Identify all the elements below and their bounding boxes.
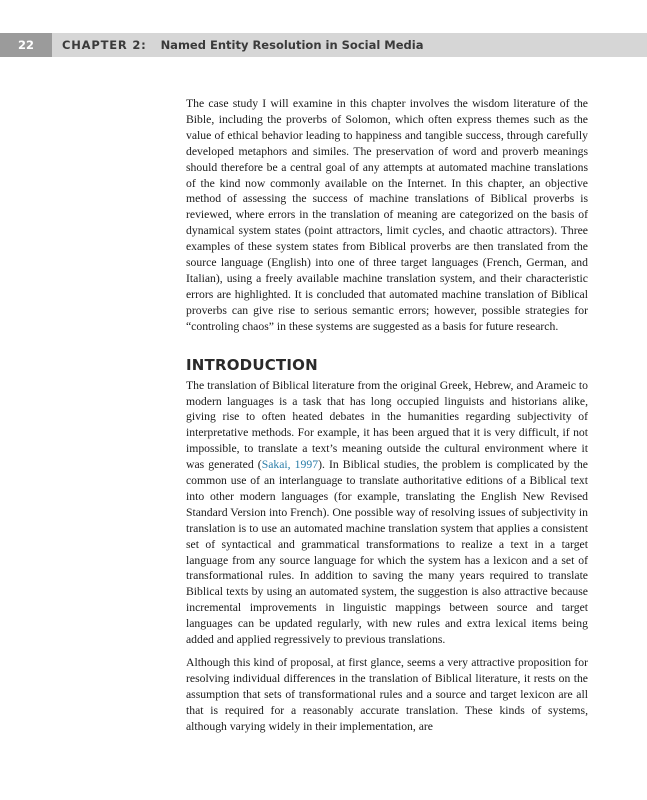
chapter-label: CHAPTER 2: (62, 38, 147, 52)
introduction-heading: INTRODUCTION (186, 355, 318, 374)
chapter-title: Named Entity Resolution in Social Media (160, 38, 424, 52)
page-content (186, 96, 588, 735)
intro-text-after-citation: ). In Biblical studies, the problem is complicated by the common use of an interlanguage to translate authoritative editions of a Biblical text into other modern languages (for example, translating the English New Revised Standard Version into French). One possible way of resolving issues of subjectivity in translation is to use an automated machine translation system that applies a consistent set of syntactical and grammatical transformations to realize a text in a target language from any source language for which the system has a lexicon and a set of transformational rules. In addition to saving the many years required to translate Biblical texts by using an automated system, the suggestion is also attractive because incremental improvements in linguistic mappings between source and target languages can be updated regularly, with new rules and extra lexical items being added and applied regressively to previous translations. (186, 458, 588, 647)
running-header (0, 33, 647, 57)
introduction-paragraph-1 (186, 378, 588, 648)
intro-text-before-citation: The translation of Biblical literature from the original Greek, Hebrew, and Arameic to modern languages is a task that has long occupied linguists and historians alike, giving rise to often heated debates in the humanities regarding subjectivity of interpretative methods. For example, it has been argued that it is very difficult, if not impossible, to translate a text’s meaning outside the cultural environment where it was generated ( (186, 378, 588, 472)
page-number: 22 (0, 33, 52, 57)
citation-link-sakai-1997[interactable]: Sakai, 1997 (261, 458, 319, 472)
introduction-paragraph-2: Although this kind of proposal, at first glance, seems a very attractive proposition for resolving individual differences in the translation of Biblical literature, it rests on the assumption that sets of transformational rules and a source and target lexicon are all that is required for a reasonably accurate translation. These kinds of systems, although varying widely in their implementation, are (186, 656, 588, 733)
abstract-paragraph: The case study I will examine in this chapter involves the wisdom literature of the Bible, including the proverbs of Solomon, which often express themes such as the value of ethical behavior leading to happiness and tangible success, through carefully developed metaphors and similes. The preservation of word and proverb meanings should therefore be a central goal of any attempts at automated machine translations of the kind now commonly available on the Internet. In this chapter, an objective method of assessing the success of machine translations of Biblical proverbs is reviewed, where errors in the translation of meaning are categorized on the basis of dynamical system states (point attractors, limit cycles, and chaotic attractors). Three examples of these system states from Biblical proverbs are then translated from the source language (English) into one of three target languages (French, German, and Italian), using a freely available machine translation system, and their characteristic errors are highlighted. It is concluded that automated machine translation of Biblical proverbs can give rise to serious semantic errors; however, possible strategies for “controling chaos” in these systems are suggested as a basis for future research. (186, 97, 588, 333)
